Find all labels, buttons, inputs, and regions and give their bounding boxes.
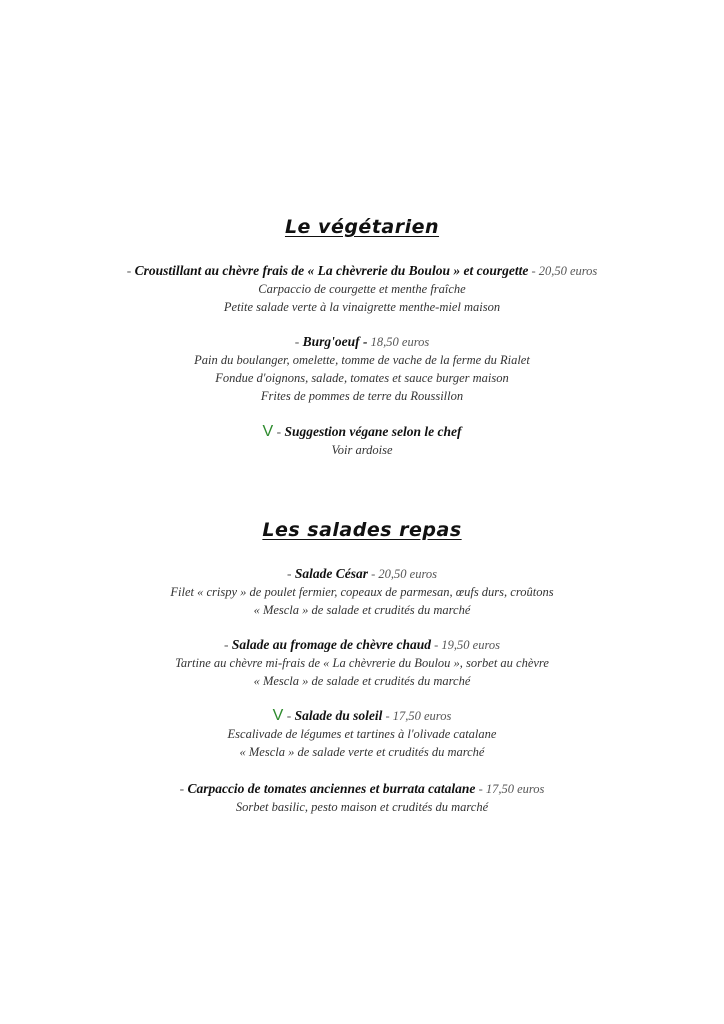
dish-carpaccio-tomates xyxy=(0,780,724,816)
dish-name: Carpaccio de tomates anciennes et burrata catalane xyxy=(187,781,476,796)
dish-suggestion-vegane xyxy=(0,423,724,459)
dish-salade-soleil xyxy=(0,707,724,761)
dish-heading xyxy=(0,262,724,280)
dish-salade-cesar xyxy=(0,565,724,619)
dish-prefix: - xyxy=(294,334,303,349)
dish-salade-chevre-chaud xyxy=(0,636,724,690)
dish-description-line: « Mescla » de salade verte et crudités du marché xyxy=(239,745,485,759)
dish-heading xyxy=(0,707,724,725)
dish-heading xyxy=(0,636,724,654)
dish-prefix: - xyxy=(179,781,188,796)
dish-burgoeuf xyxy=(0,333,724,405)
dish-description-line: Sorbet basilic, pesto maison et crudités du marché xyxy=(235,800,489,814)
dish-price: - 19,50 euros xyxy=(431,638,500,652)
dish-description-line: Escalivade de légumes et tartines à l'olivade catalane xyxy=(227,727,497,741)
dish-description-line: « Mescla » de salade et crudités du marché xyxy=(253,674,471,688)
vegan-mark: V xyxy=(272,707,284,724)
dish-prefix: - xyxy=(287,566,295,581)
section-title-salades: Les salades repas xyxy=(262,519,462,541)
dish-description-line: Voir ardoise xyxy=(331,443,393,457)
dish-description-line: Petite salade verte à la vinaigrette menthe-miel maison xyxy=(223,300,501,314)
dish-description-line: Filet « crispy » de poulet fermier, copeaux de parmesan, œufs durs, croûtons xyxy=(170,585,554,599)
dish-prefix: - xyxy=(126,263,135,278)
dish-description-line: Carpaccio de courgette et menthe fraîche xyxy=(258,282,466,296)
dish-description-line: « Mescla » de salade et crudités du marché xyxy=(253,603,471,617)
dish-price: - 20,50 euros xyxy=(368,567,437,581)
dish-heading xyxy=(0,565,724,583)
dish-description-line: Pain du boulanger, omelette, tomme de vache de la ferme du Rialet xyxy=(194,353,530,367)
dish-heading xyxy=(0,333,724,351)
dish-price: 18,50 euros xyxy=(367,335,430,349)
dish-heading xyxy=(0,423,724,441)
section-title-vegetarien: Le végétarien xyxy=(284,216,440,238)
dish-price: - 17,50 euros xyxy=(475,782,545,796)
dish-prefix: - xyxy=(273,424,285,439)
vegan-mark: V xyxy=(262,423,274,440)
dish-name: Croustillant au chèvre frais de « La chèvrerie du Boulou » et courgette xyxy=(134,263,529,278)
dish-name: Salade au fromage de chèvre chaud xyxy=(231,637,431,652)
dish-price: - 20,50 euros xyxy=(528,264,598,278)
dish-prefix: - xyxy=(283,708,295,723)
dish-name: Suggestion végane selon le chef xyxy=(284,424,462,439)
dish-heading xyxy=(0,780,724,798)
dish-price: - 17,50 euros xyxy=(382,709,452,723)
dish-description-line: Frites de pommes de terre du Roussillon xyxy=(260,389,464,403)
dish-prefix: - xyxy=(224,637,232,652)
dish-name: Salade du soleil xyxy=(294,708,383,723)
dish-description-line: Fondue d'oignons, salade, tomates et sauce burger maison xyxy=(215,371,509,385)
dish-name: Salade César xyxy=(294,566,369,581)
dish-description-line: Tartine au chèvre mi-frais de « La chèvrerie du Boulou », sorbet au chèvre xyxy=(175,656,549,670)
dish-name: Burg'oeuf - xyxy=(302,334,368,349)
dish-croustillant xyxy=(0,262,724,316)
